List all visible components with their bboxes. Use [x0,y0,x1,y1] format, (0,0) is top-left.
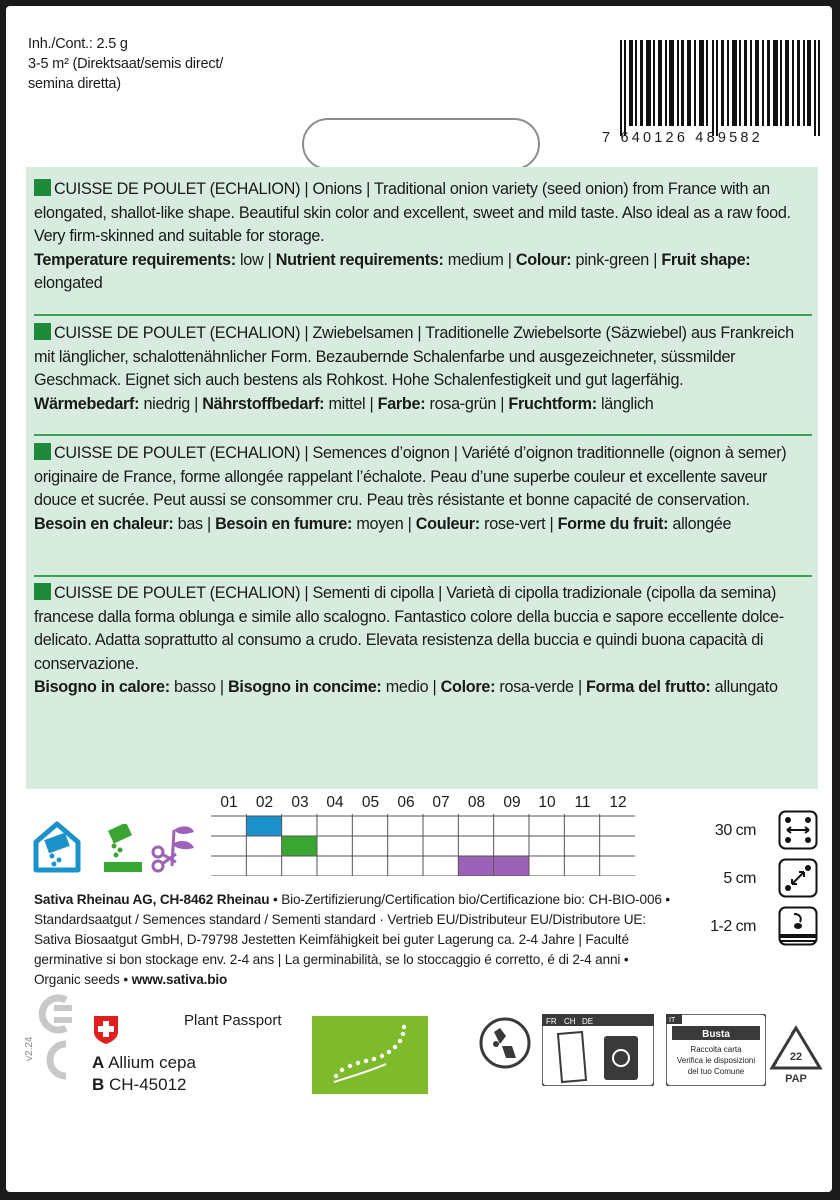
calendar-bar-direct-sowing [282,836,317,856]
swiss-flag-icon [92,1014,120,1044]
prop-value: medio | [381,678,441,696]
de-label: DE [582,1017,594,1026]
month-label: 07 [432,794,450,811]
divider [34,314,812,316]
prop-value: niedrig | [139,394,203,413]
harvest-scissors-icon [148,822,198,874]
prop-label: Forme du fruit: [557,514,669,533]
prop-value: rose-vert | [479,514,558,533]
busta-line: del tuo Comune [687,1067,745,1076]
content-line: 3-5 m² (Direktsaat/semis direct/ [28,56,224,72]
prop-label: Forma del frutto: [586,678,711,696]
month-label: 08 [467,794,486,811]
prop-label: Colour: [515,250,572,269]
prop-value: allungato [710,678,778,696]
pap-number: 22 [789,1051,803,1063]
content-info [28,34,223,94]
fr-ch-de-disposal-icon [542,1014,654,1086]
prop-label: Nutrient requirements: [275,250,444,269]
variety-name: CUISSE DE POULET (ECHALION) [54,180,301,198]
green-square-icon [34,179,51,196]
green-square-icon [34,323,51,340]
variety-name: CUISSE DE POULET (ECHALION) [54,444,301,462]
pap-recycling-icon [768,1024,824,1086]
plant-passport-label: Plant Passport [184,1012,282,1029]
busta-disposal-icon [666,1014,766,1086]
prop-label: Besoin en chaleur: [34,514,174,533]
eu-organic-logo-icon [312,1016,428,1094]
green-square-icon [34,443,51,460]
prop-value: allongée [668,514,732,533]
month-label: 12 [609,794,627,811]
content-line: semina diretta) [28,76,121,92]
prop-value: low | [235,250,276,269]
prop-value: länglich [596,394,654,413]
variety-name: CUISSE DE POULET (ECHALION) [54,584,301,602]
recycling-person-icon [478,1014,532,1072]
description-en [34,178,802,296]
month-label: 03 [291,794,309,811]
company-details: • Bio-Zertifizierung/Certification bio/Certificazione bio: CH-BIO-006 • Standardsaatgut / Semences standard / Sementi standard · Vertrieb EU/Distributeur EU/Distributore UE: Sativa Biosaatgut GmbH, D-79798 Jestetten Keimfähigkeit bei guter Lagerung ca. 2-4 Jahre | Faculté germinative si bon stockage env. 2-4 ans | La germinabilità, se lo stoccaggio é corretto, é di 2-4 anni • Organic seeds • [34,892,671,987]
calendar-bar-indoor-sowing [246,816,281,836]
busta-tag: IT [669,1017,676,1024]
prop-value: elongated [34,274,103,292]
sowing-calendar-grid [211,814,635,876]
prop-value: medium | [443,250,516,269]
month-label: 04 [326,794,344,811]
calendar-bar-harvest [494,856,529,876]
prop-value: rosa-verde | [495,678,587,696]
company-info [34,890,674,990]
prop-label: Nährstoffbedarf: [202,394,325,413]
indoor-sowing-icon [30,820,84,874]
prop-value: mittel | [324,394,378,413]
prop-value: pink-green | [571,250,662,269]
plant-spacing-icon [778,858,818,898]
version-label: v2.24 [24,1036,35,1061]
row-spacing-icon [778,810,818,850]
pp-b-text: CH-45012 [104,1075,187,1094]
intro-text: | Zwiebelsamen | Traditionelle Zwiebelsorte (Säzwiebel) aus Frankreich mit länglicher, schalottenähnlicher Form. Bezaubernde Schalenfarbe und ausgezeichneter, süssmilder Geschmack. Eignet sich auch bestens als Rohkost. Hohe Schalenfestigkeit und gut lagerfähig. [34,324,794,389]
description-it [34,582,802,700]
intro-text: | Onions | Traditional onion variety (seed onion) from France with an elongated, shallot-like shape. Beautiful skin color and excellent, sweet and mild taste. Also ideal as a raw food. Very firm-skinned and suitable for storage. [34,180,791,245]
company-name: Sativa Rheinau AG, CH-8462 Rheinau [34,892,270,907]
month-label: 11 [574,794,591,811]
month-label: 09 [503,794,521,811]
prop-value: rosa-grün | [425,394,509,413]
month-label: 06 [397,794,415,811]
busta-title: Busta [702,1029,730,1040]
pp-a-letter: A [92,1053,105,1072]
pp-b-letter: B [92,1075,105,1094]
variety-name: CUISSE DE POULET (ECHALION) [54,324,301,342]
prop-label: Bisogno in concime: [228,678,382,696]
green-square-icon [34,583,51,600]
plant-passport-info [92,1052,196,1096]
website-link[interactable]: www.sativa.bio [131,972,228,987]
prop-label: Wärmebedarf: [34,394,140,413]
ch-label: CH [564,1017,576,1026]
content-line: Inh./Cont.: 2.5 g [28,36,128,52]
calendar-bar-harvest [458,856,493,876]
direct-sowing-icon [102,824,144,874]
divider [34,575,812,577]
month-label: 05 [361,794,380,811]
row-spacing-label: 30 cm [714,822,756,839]
prop-label: Farbe: [377,394,426,413]
month-label: 10 [538,794,556,811]
prop-label: Couleur: [415,514,480,533]
fr-label: FR [546,1017,557,1026]
barcode-number: 7 640126 489582 [602,130,763,146]
month-label: 02 [255,794,274,811]
description-de [34,322,802,416]
prop-label: Colore: [440,678,496,696]
prop-label: Fruchtform: [508,394,597,413]
seed-packet-back [6,6,832,1192]
pp-a-text: Allium cepa [104,1053,196,1072]
prop-value: bas | [173,514,216,533]
barcode [620,40,820,136]
busta-line: Verifica le disposizioni [676,1056,756,1065]
prop-label: Besoin en fumure: [215,514,353,533]
description-fr [34,442,802,536]
prop-value: basso | [169,678,229,696]
month-label: 01 [220,794,238,811]
sowing-depth-label: 1-2 cm [710,918,756,935]
busta-line: Raccolta carta [690,1045,742,1054]
plant-spacing-label: 5 cm [723,870,756,887]
prop-label: Fruit shape: [661,250,751,269]
divider [34,434,812,436]
prop-label: Bisogno in calore: [34,678,170,696]
intro-text: | Semences d’oignon | Variété d’oignon traditionnelle (oignon à semer) originaire de France, forme allongée rappelant l’échalote. Peau d’une superbe couleur et excellente saveur douce et sucrée. Peut aussi se consommer cru. Peau très résistante et bonne capacité de conservation. [34,444,787,509]
prop-label: Temperature requirements: [34,250,236,269]
intro-text: | Sementi di cipolla | Varietà di cipolla tradizionale (cipolla da semina) francese dalla forma oblunga e simile allo scalogno. Fantastico colore della buccia e sapore eccellente dolce-delicato. Adatta soprattutto al consumo a crudo. Elevata resistenza della buccia e quindi buona capacità di conservazione. [34,584,784,673]
prop-value: moyen | [352,514,416,533]
hang-hole [302,118,540,170]
pap-label: PAP [785,1073,807,1085]
sowing-depth-icon [778,906,818,946]
